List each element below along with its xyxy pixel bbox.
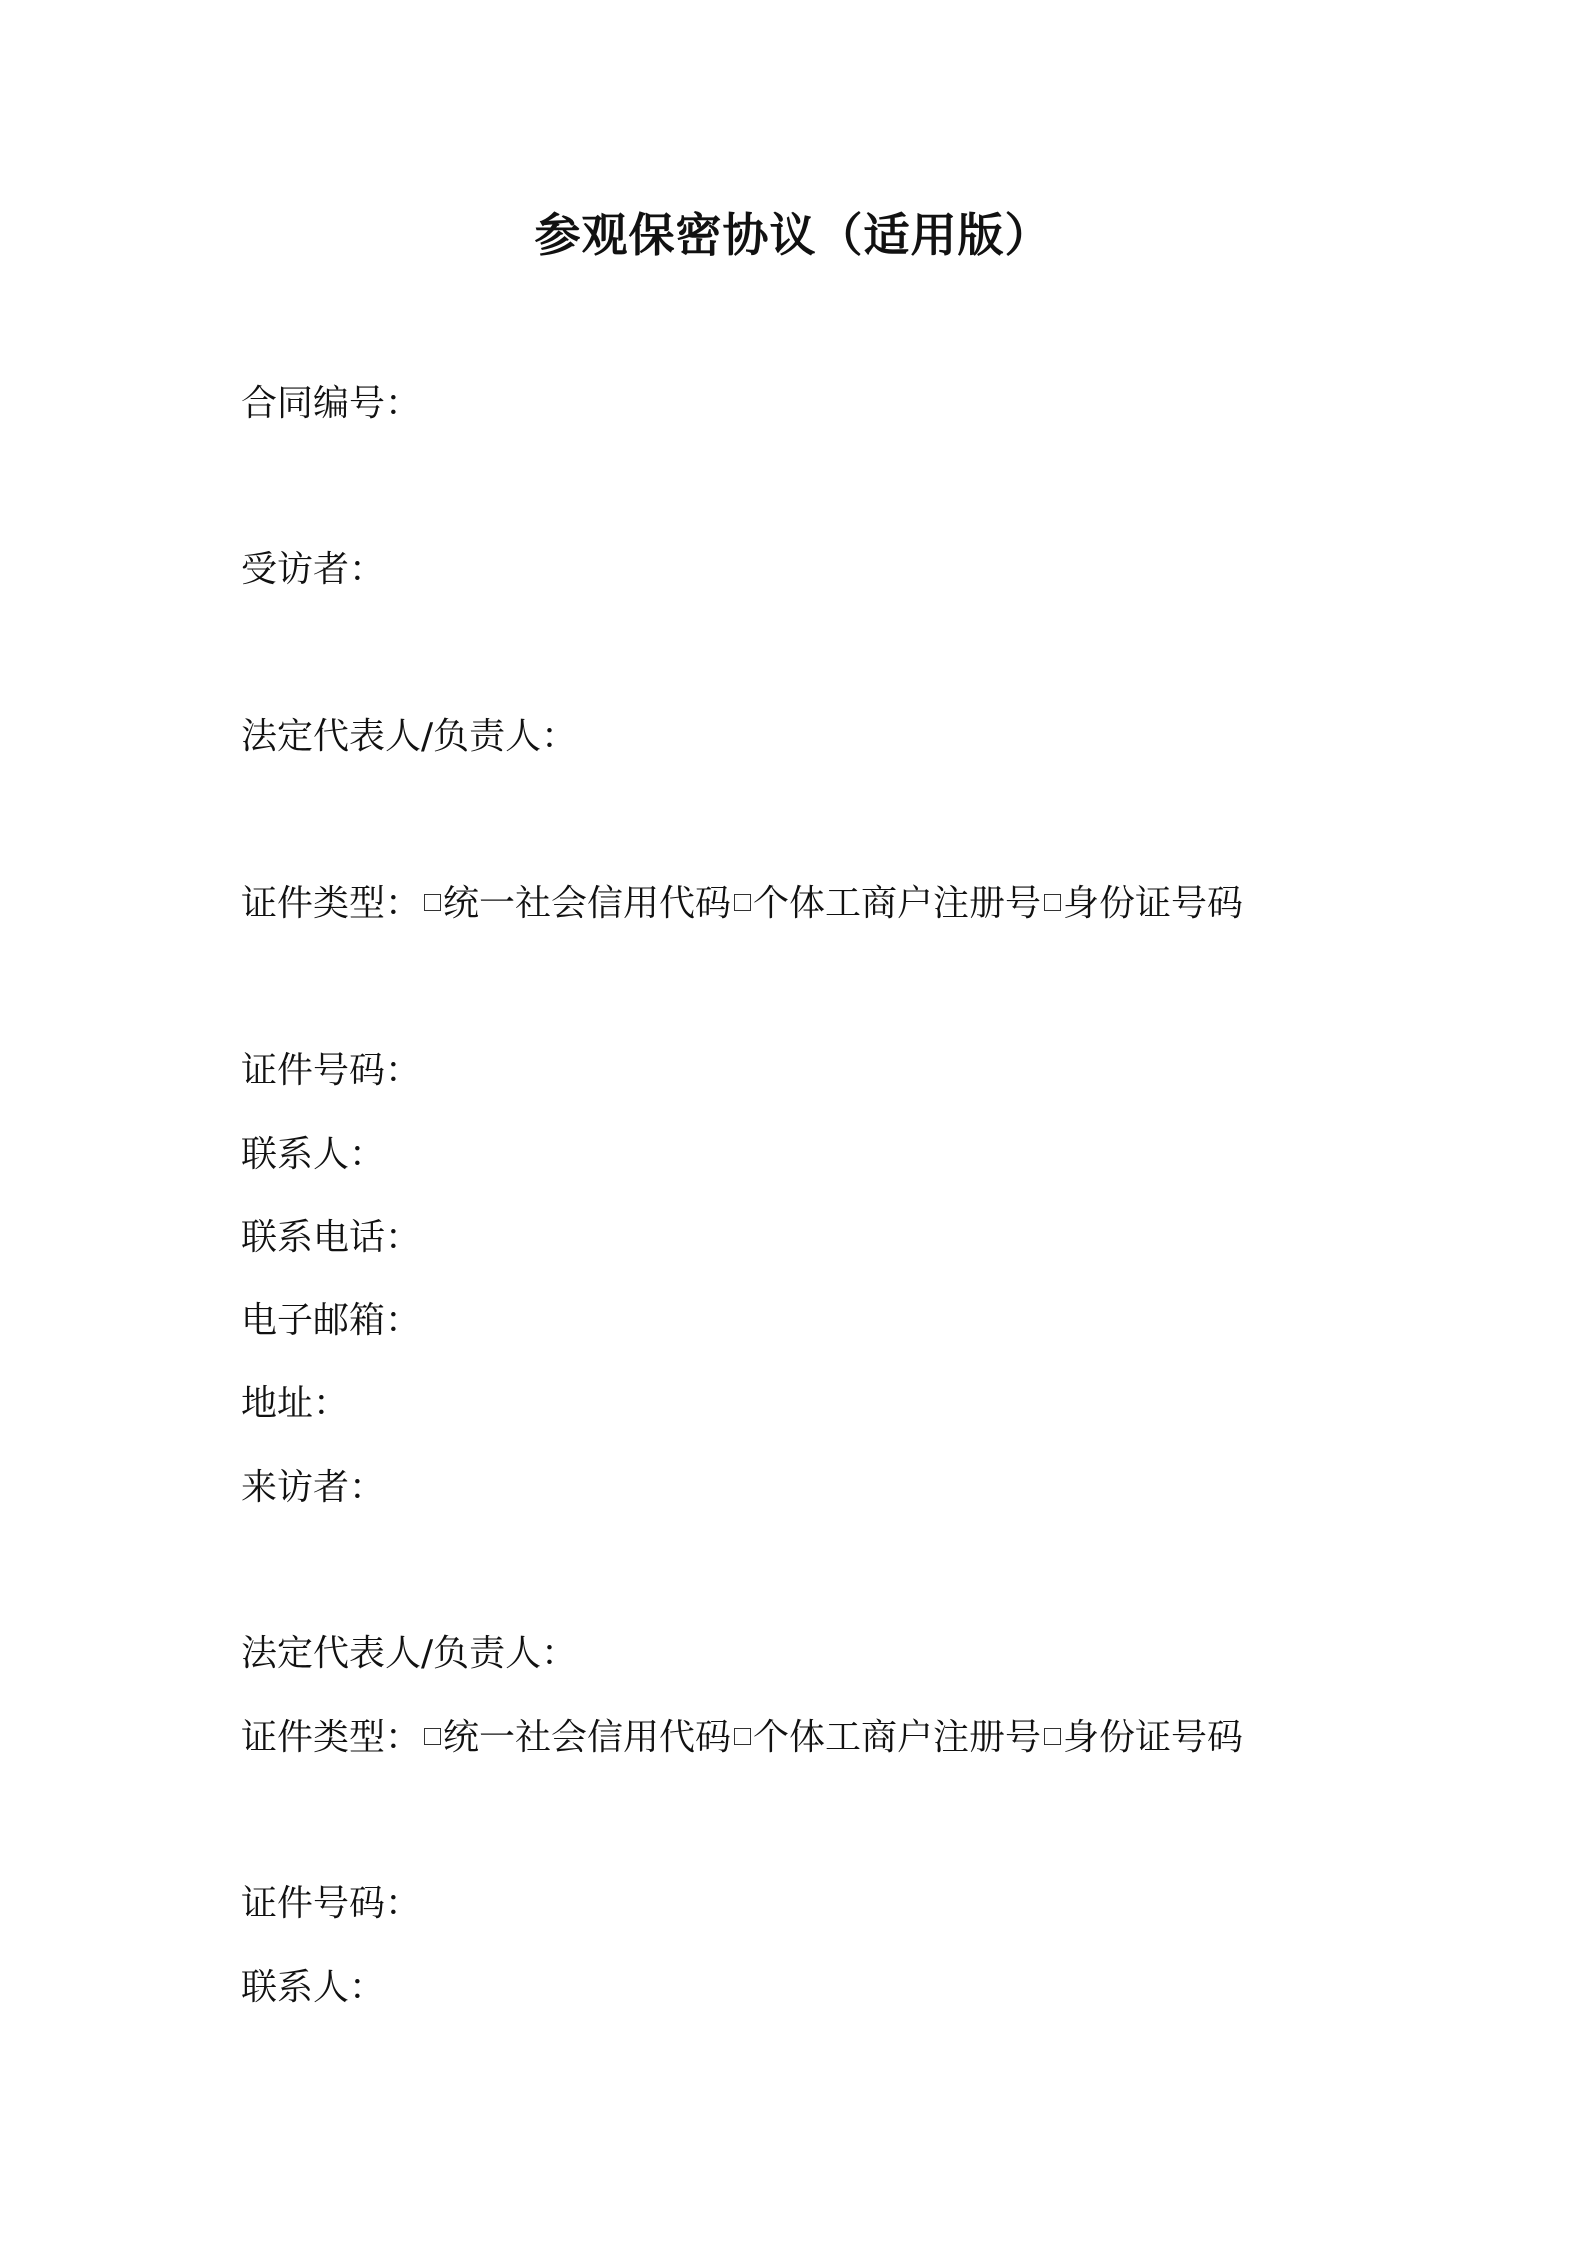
host-contact-label: 联系人：: [241, 1134, 386, 1175]
option-label: 身份证号码: [1063, 1717, 1244, 1758]
visitor-id-number-label: 证件号码：: [241, 1883, 422, 1924]
checkbox-icon[interactable]: [1044, 1728, 1061, 1745]
option-label: 统一社会信用代码: [443, 883, 732, 924]
visitor-id-option-business-reg[interactable]: [731, 1717, 1041, 1758]
visitor-id-type-line: [241, 1714, 1243, 1762]
host-id-option-business-reg[interactable]: [731, 883, 1041, 924]
visitor-contact-label: 联系人：: [241, 1967, 386, 2008]
option-label: 统一社会信用代码: [443, 1717, 732, 1758]
visitor-id-option-credit-code[interactable]: [421, 1717, 731, 1758]
host-email-label: 电子邮箱：: [241, 1300, 422, 1341]
host-id-number-label: 证件号码：: [241, 1050, 422, 1091]
option-label: 个体工商户注册号: [753, 883, 1042, 924]
checkbox-icon[interactable]: [424, 1728, 441, 1745]
host-id-type-label: 证件类型：: [241, 883, 422, 924]
visitor-legal-rep-label: 法定代表人/负责人：: [241, 1633, 578, 1674]
document-title: 参观保密协议（适用版）: [534, 208, 1052, 262]
host-legal-rep-label: 法定代表人/负责人：: [241, 716, 578, 757]
host-phone-label: 联系电话：: [241, 1217, 422, 1258]
host-label: 受访者：: [241, 549, 386, 590]
host-address-label: 地址：: [241, 1383, 350, 1424]
option-label: 身份证号码: [1063, 883, 1244, 924]
visitor-id-option-id-card[interactable]: [1041, 1717, 1243, 1758]
checkbox-icon[interactable]: [424, 894, 441, 911]
visitor-id-type-label: 证件类型：: [241, 1717, 422, 1758]
checkbox-icon[interactable]: [1044, 894, 1061, 911]
host-id-option-id-card[interactable]: [1041, 883, 1243, 924]
visitor-label: 来访者：: [241, 1467, 386, 1508]
checkbox-icon[interactable]: [734, 1728, 751, 1745]
host-id-option-credit-code[interactable]: [421, 883, 731, 924]
checkbox-icon[interactable]: [734, 894, 751, 911]
host-id-type-line: [241, 880, 1243, 928]
contract-number-label: 合同编号：: [241, 383, 422, 424]
option-label: 个体工商户注册号: [753, 1717, 1042, 1758]
